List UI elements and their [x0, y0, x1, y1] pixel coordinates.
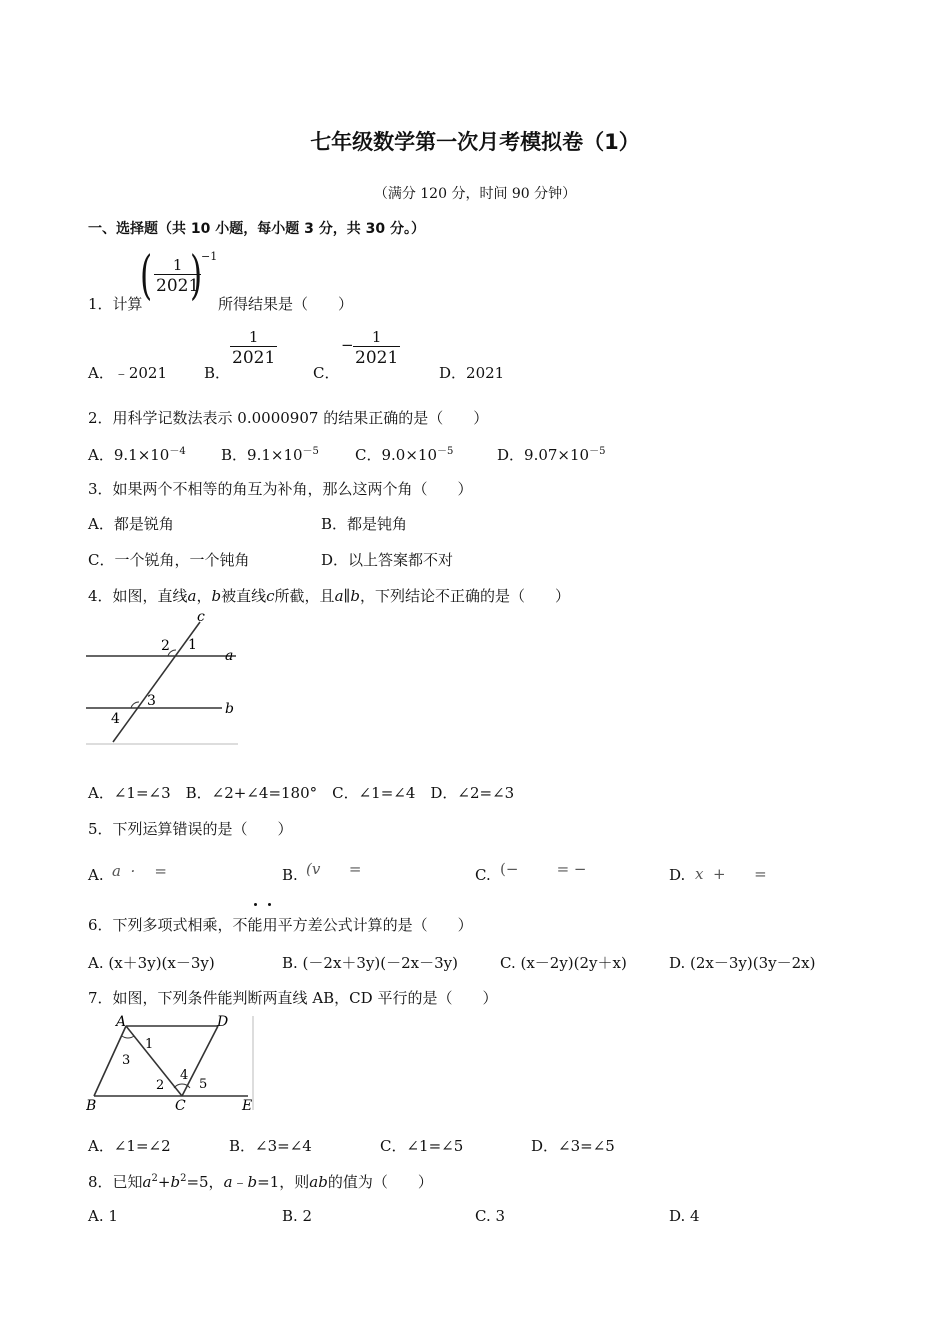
- q3-option-a[interactable]: A．都是锐角: [88, 515, 174, 533]
- q7-option-d[interactable]: D．∠3=∠5: [531, 1137, 615, 1155]
- q8-square-b: 2: [180, 1173, 187, 1184]
- q1-c-sign: −: [341, 336, 354, 354]
- q6-stem-part1: 6．下列多项式相乘，: [88, 916, 233, 934]
- q8-option-d[interactable]: D. 4: [669, 1207, 700, 1225]
- q1-suffix: 所得结果是（ ）: [218, 295, 354, 313]
- q7-label-2: 2: [156, 1078, 165, 1093]
- q4-label-3: 3: [147, 693, 156, 709]
- q5-option-a[interactable]: [88, 866, 104, 884]
- q8-stem-part3: =1，则: [257, 1173, 310, 1191]
- q5-b-label: B.: [282, 866, 298, 884]
- q3-option-b[interactable]: B．都是钝角: [321, 515, 408, 533]
- q1-option-c[interactable]: [313, 362, 339, 383]
- q6-option-c[interactable]: C. (x－2y)(2y＋x): [500, 954, 627, 972]
- q8-stem-part4: 的值为（ ）: [327, 1173, 433, 1191]
- q5-option-d[interactable]: [669, 866, 685, 884]
- page-title: 七年级数学第一次月考模拟卷（1）: [310, 130, 640, 154]
- q2-d-base: D．9.07×10: [497, 446, 590, 464]
- q6-option-b[interactable]: B. (－2x＋3y)(－2x－3y): [282, 954, 459, 972]
- q6-emphasis: 不能: [232, 916, 263, 934]
- q4-label-b: b: [225, 701, 234, 717]
- q2-b-base: B．9.1×10: [221, 446, 303, 464]
- q7-label-C: C: [175, 1098, 186, 1114]
- q7-label-B: B: [86, 1098, 97, 1114]
- q3-option-c[interactable]: C．一个锐角，一个钝角: [88, 551, 250, 569]
- q7-option-a[interactable]: A．∠1=∠2: [88, 1137, 171, 1155]
- q7-label-4: 4: [180, 1068, 189, 1083]
- q4-label-a: a: [225, 648, 234, 664]
- q1-exponent: −1: [201, 250, 218, 263]
- q4-options[interactable]: A．∠1=∠3 B．∠2+∠4=180° C．∠1=∠4 D．∠2=∠3: [88, 784, 515, 802]
- q4-stem-part2: 被直线: [221, 587, 267, 605]
- q4-stem-part4: ，下列结论不正确的是（ ）: [360, 587, 571, 605]
- q5-option-c[interactable]: [475, 866, 491, 884]
- q2-d-exp: －5: [589, 446, 606, 457]
- q8-plus: +: [157, 1173, 171, 1191]
- q8-option-c[interactable]: C. 3: [475, 1207, 506, 1225]
- q2-option-d[interactable]: [497, 442, 605, 465]
- q8-option-b[interactable]: B. 2: [282, 1207, 313, 1225]
- q1-frac-num: 1: [172, 256, 183, 274]
- q8-stem-part2: =5，: [186, 1173, 224, 1191]
- q8-var-b: b: [170, 1173, 181, 1191]
- q7-label-D: D: [217, 1014, 229, 1030]
- q6-stem-part2: 用平方差公式计算的是（ ）: [262, 916, 473, 934]
- q2-b-exp: －5: [302, 446, 319, 457]
- q5-c-label: C.: [475, 866, 491, 884]
- q2-option-c[interactable]: [355, 442, 453, 465]
- exam-info: （满分 120 分，时间 90 分钟）: [373, 186, 577, 202]
- q8-minus: ﹣: [232, 1173, 248, 1191]
- q1-option-c-fraction: [353, 328, 400, 369]
- q1-prefix: 1．计算: [88, 295, 143, 313]
- q1-frac-den: 2021: [156, 276, 200, 296]
- q7-label-1: 1: [145, 1037, 154, 1052]
- q6-option-d[interactable]: D. (2x－3y)(3y－2x): [669, 954, 816, 972]
- q5-a-label: A.: [88, 866, 104, 884]
- q2-c-exp: －5: [437, 446, 454, 457]
- q7-label-5: 5: [199, 1077, 208, 1092]
- question-8-stem: [88, 1171, 433, 1192]
- emphasis-dot: [268, 903, 271, 906]
- q1-option-c-label: C．: [313, 364, 340, 382]
- q3-option-d[interactable]: D．以上答案都不对: [321, 551, 454, 569]
- q7-line-ac: [126, 1026, 182, 1096]
- q8-var-a2: a: [223, 1173, 233, 1191]
- q1-option-b-label: B．: [204, 364, 231, 382]
- q7-angle-arc-a: [122, 1036, 134, 1038]
- q1-c-den: 2021: [355, 348, 399, 368]
- q4-sep: ，: [196, 587, 212, 605]
- q7-label-E: E: [242, 1098, 253, 1114]
- question-7-stem: 7．如图，下列条件能判断两直线 AB，CD 平行的是（ ）: [88, 989, 498, 1007]
- q8-var-a: a: [142, 1173, 152, 1191]
- q2-c-base: C．9.0×10: [355, 446, 437, 464]
- question-6-stem: [88, 914, 473, 935]
- q5-a-expression: a · =: [112, 862, 167, 880]
- q4-label-c: c: [197, 610, 205, 625]
- question-4-stem: [88, 585, 570, 606]
- q5-b-expression: (v =: [306, 860, 362, 878]
- q8-var-b2: b: [247, 1173, 258, 1191]
- q8-var-ab: ab: [309, 1173, 328, 1191]
- q2-option-b[interactable]: [221, 442, 319, 465]
- q6-option-a[interactable]: A. (x＋3y)(x－3y): [88, 954, 215, 972]
- q1-c-num: 1: [371, 328, 382, 346]
- q8-square-a: 2: [151, 1173, 158, 1184]
- q7-label-3: 3: [122, 1053, 131, 1068]
- q2-option-a[interactable]: [88, 442, 186, 465]
- q4-parallel: a∥b: [334, 587, 361, 605]
- q8-option-a[interactable]: A. 1: [88, 1207, 118, 1225]
- q7-figure: [86, 1014, 256, 1114]
- q4-label-2: 2: [161, 638, 170, 654]
- q4-label-1: 1: [188, 637, 197, 653]
- q4-var-a: a: [187, 587, 197, 605]
- q2-a-exp: －4: [169, 446, 186, 457]
- q7-label-A: A: [116, 1014, 127, 1030]
- q1-option-d[interactable]: D．2021: [439, 364, 505, 382]
- q4-var-c: c: [266, 587, 275, 605]
- q1-option-b[interactable]: [204, 362, 230, 383]
- q7-option-b[interactable]: B．∠3=∠4: [229, 1137, 312, 1155]
- question-2-stem: 2．用科学记数法表示 0.0000907 的结果正确的是（ ）: [88, 409, 489, 427]
- q4-label-4: 4: [111, 711, 120, 727]
- q1-option-b-fraction: [230, 328, 277, 369]
- q4-line-c: [113, 622, 200, 742]
- q4-var-b: b: [211, 587, 222, 605]
- question-3-stem: 3．如果两个不相等的角互为补角，那么这两个角（ ）: [88, 480, 473, 498]
- q2-a-base: A．9.1×10: [88, 446, 170, 464]
- section-heading: 一、选择题（共 10 小题，每小题 3 分，共 30 分。）: [88, 221, 425, 237]
- emphasis-dot: [254, 903, 257, 906]
- q1-b-num: 1: [248, 328, 259, 346]
- q5-d-label: D.: [669, 866, 686, 884]
- q5-c-expression: (− = −: [500, 860, 587, 878]
- q5-d-expression: x + =: [695, 865, 767, 883]
- q5-option-b[interactable]: [282, 866, 298, 884]
- q4-stem-part3: 所截，且: [274, 587, 335, 605]
- q1-b-den: 2021: [232, 348, 276, 368]
- q4-figure: [86, 610, 241, 750]
- q4-stem-part1: 4．如图，直线: [88, 587, 188, 605]
- question-5-stem: 5．下列运算错误的是（ ）: [88, 820, 293, 838]
- q7-option-c[interactable]: C．∠1=∠5: [380, 1137, 464, 1155]
- q1-option-a[interactable]: A．﹣2021: [88, 364, 168, 382]
- q8-stem-part1: 8．已知: [88, 1173, 143, 1191]
